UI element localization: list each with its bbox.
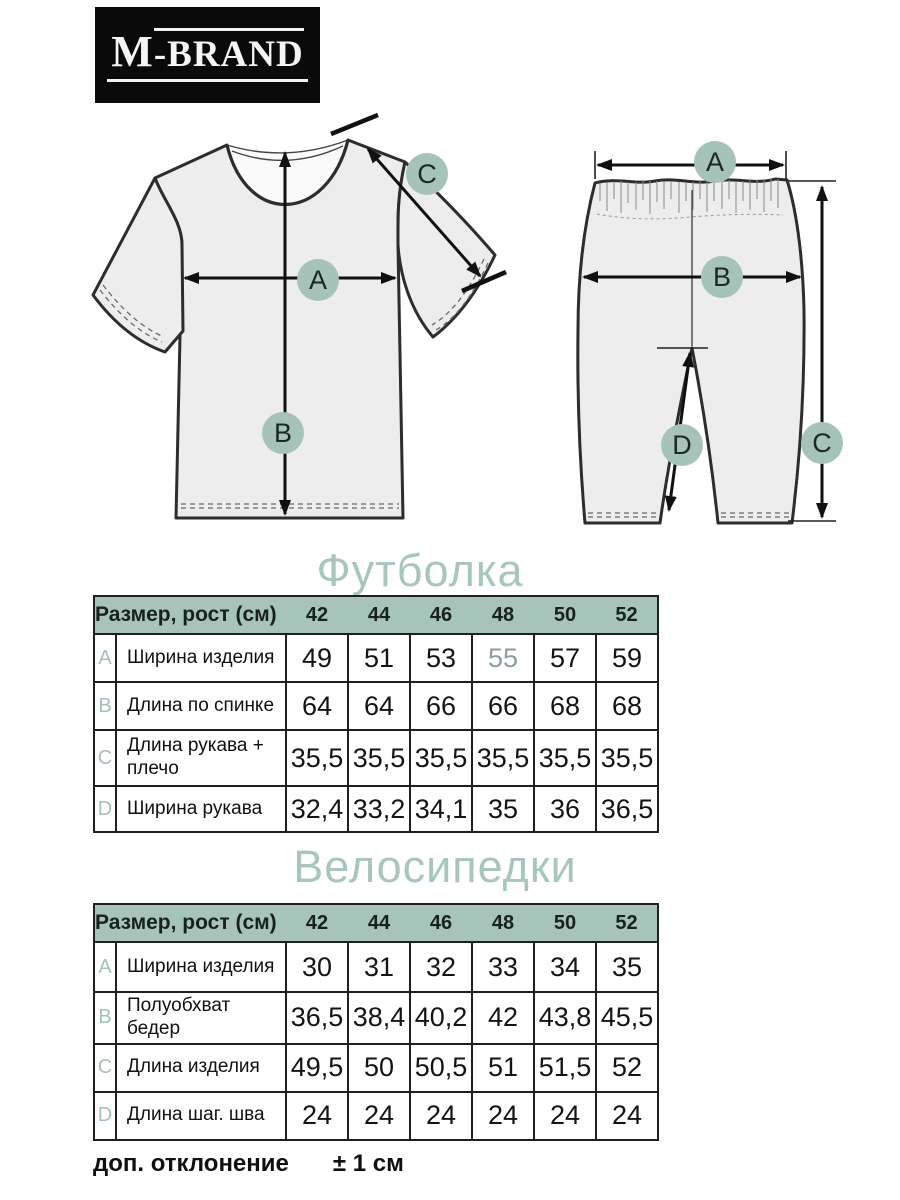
svg-text:A: A [308,265,328,295]
value-cell: 33 [472,942,534,992]
size-header-cell: 46 [410,904,472,942]
leggings-badge-d [661,424,703,466]
brand-logo-rest: -BRAND [154,28,304,75]
size-header-cell: 50 [534,904,596,942]
table-header-label: Размер, рост (см) [94,596,286,634]
table-row [94,730,658,786]
value-cell: 35,5 [534,730,596,786]
brand-logo-text [107,28,307,82]
value-cell: 33,2 [348,786,410,832]
leggings-section-title: Велосипедки [293,841,577,892]
tolerance-label: доп. отклонение [93,1150,289,1177]
row-label: Длина рукава + плечо [116,730,286,786]
value-cell: 34 [534,942,596,992]
value-cell: 35,5 [348,730,410,786]
size-header-cell: 44 [348,596,410,634]
value-cell: 35,5 [286,730,348,786]
row-label: Длина изделия [116,1044,286,1092]
value-cell: 31 [348,942,410,992]
row-label: Ширина изделия [116,634,286,682]
size-header-cell: 46 [410,596,472,634]
row-letter: C [94,730,116,786]
table-header-row [94,596,658,634]
svg-text:C: C [417,159,437,189]
svg-text:B: B [712,262,732,292]
value-cell: 51,5 [534,1044,596,1092]
size-header-cell: 42 [286,596,348,634]
tshirt-dim-c-tick-top [331,115,378,134]
value-cell: 68 [534,682,596,730]
tolerance-value: ± 1 см [332,1150,404,1177]
value-cell: 64 [348,682,410,730]
table-row [94,786,658,832]
tshirt-badge-b [262,412,304,454]
value-cell: 24 [534,1092,596,1140]
size-header-cell: 52 [596,596,658,634]
tshirt-left-sleeve [93,178,183,352]
value-cell: 51 [348,634,410,682]
value-cell: 32,4 [286,786,348,832]
tshirt-badge-a [297,259,339,301]
size-header-cell: 48 [472,904,534,942]
size-header-cell: 50 [534,596,596,634]
value-cell: 24 [286,1092,348,1140]
value-cell: 24 [348,1092,410,1140]
value-cell: 64 [286,682,348,730]
value-cell: 40,2 [410,992,472,1044]
row-label: Длина по спинке [116,682,286,730]
leggings-body [578,179,804,523]
value-cell: 42 [472,992,534,1044]
value-cell-highlighted: 55 [472,634,534,682]
size-header-cell: 52 [596,904,658,942]
table-header-row [94,904,658,942]
value-cell: 51 [472,1044,534,1092]
row-letter: A [94,634,116,682]
leggings-size-table [93,903,659,1141]
table-row [94,1044,658,1092]
value-cell: 35,5 [596,730,658,786]
value-cell: 35,5 [410,730,472,786]
value-cell: 43,8 [534,992,596,1044]
row-letter: B [94,992,116,1044]
svg-text:A: A [705,147,725,177]
value-cell: 36,5 [596,786,658,832]
value-cell: 36,5 [286,992,348,1044]
value-cell: 34,1 [410,786,472,832]
leggings-badge-b [701,256,743,298]
row-letter: A [94,942,116,992]
value-cell: 49 [286,634,348,682]
svg-text:C: C [812,428,832,458]
value-cell: 35 [472,786,534,832]
table-row [94,1092,658,1140]
value-cell: 52 [596,1044,658,1092]
tolerance-note [93,1150,404,1178]
value-cell: 24 [410,1092,472,1140]
value-cell: 66 [410,682,472,730]
table-header-label: Размер, рост (см) [94,904,286,942]
size-header-cell: 44 [348,904,410,942]
tshirt-badge-c [406,153,448,195]
row-label: Ширина рукава [116,786,286,832]
value-cell: 50,5 [410,1044,472,1092]
row-letter: D [94,786,116,832]
row-label: Полуобхват бедер [116,992,286,1044]
leggings-badge-c [801,422,843,464]
value-cell: 53 [410,634,472,682]
value-cell: 30 [286,942,348,992]
value-cell: 24 [596,1092,658,1140]
tshirt-size-table [93,595,659,833]
svg-text:D: D [672,430,692,460]
row-label: Длина шаг. шва [116,1092,286,1140]
value-cell: 66 [472,682,534,730]
brand-logo-letter-m: M [111,27,154,76]
value-cell: 50 [348,1044,410,1092]
brand-logo [95,7,320,103]
value-cell: 59 [596,634,658,682]
table-row [94,942,658,992]
table-row [94,682,658,730]
size-header-cell: 48 [472,596,534,634]
value-cell: 57 [534,634,596,682]
table-row [94,992,658,1044]
value-cell: 36 [534,786,596,832]
table-row [94,634,658,682]
value-cell: 49,5 [286,1044,348,1092]
tshirt-section-title: Футболка [316,545,524,596]
value-cell: 35,5 [472,730,534,786]
row-letter: B [94,682,116,730]
value-cell: 24 [472,1092,534,1140]
value-cell: 35 [596,942,658,992]
value-cell: 38,4 [348,992,410,1044]
value-cell: 32 [410,942,472,992]
row-letter: C [94,1044,116,1092]
tshirt-diagram [55,105,515,555]
value-cell: 45,5 [596,992,658,1044]
value-cell: 68 [596,682,658,730]
leggings-diagram [540,115,865,555]
row-label: Ширина изделия [116,942,286,992]
leggings-badge-a [694,141,736,183]
svg-text:B: B [273,418,293,448]
size-header-cell: 42 [286,904,348,942]
row-letter: D [94,1092,116,1140]
